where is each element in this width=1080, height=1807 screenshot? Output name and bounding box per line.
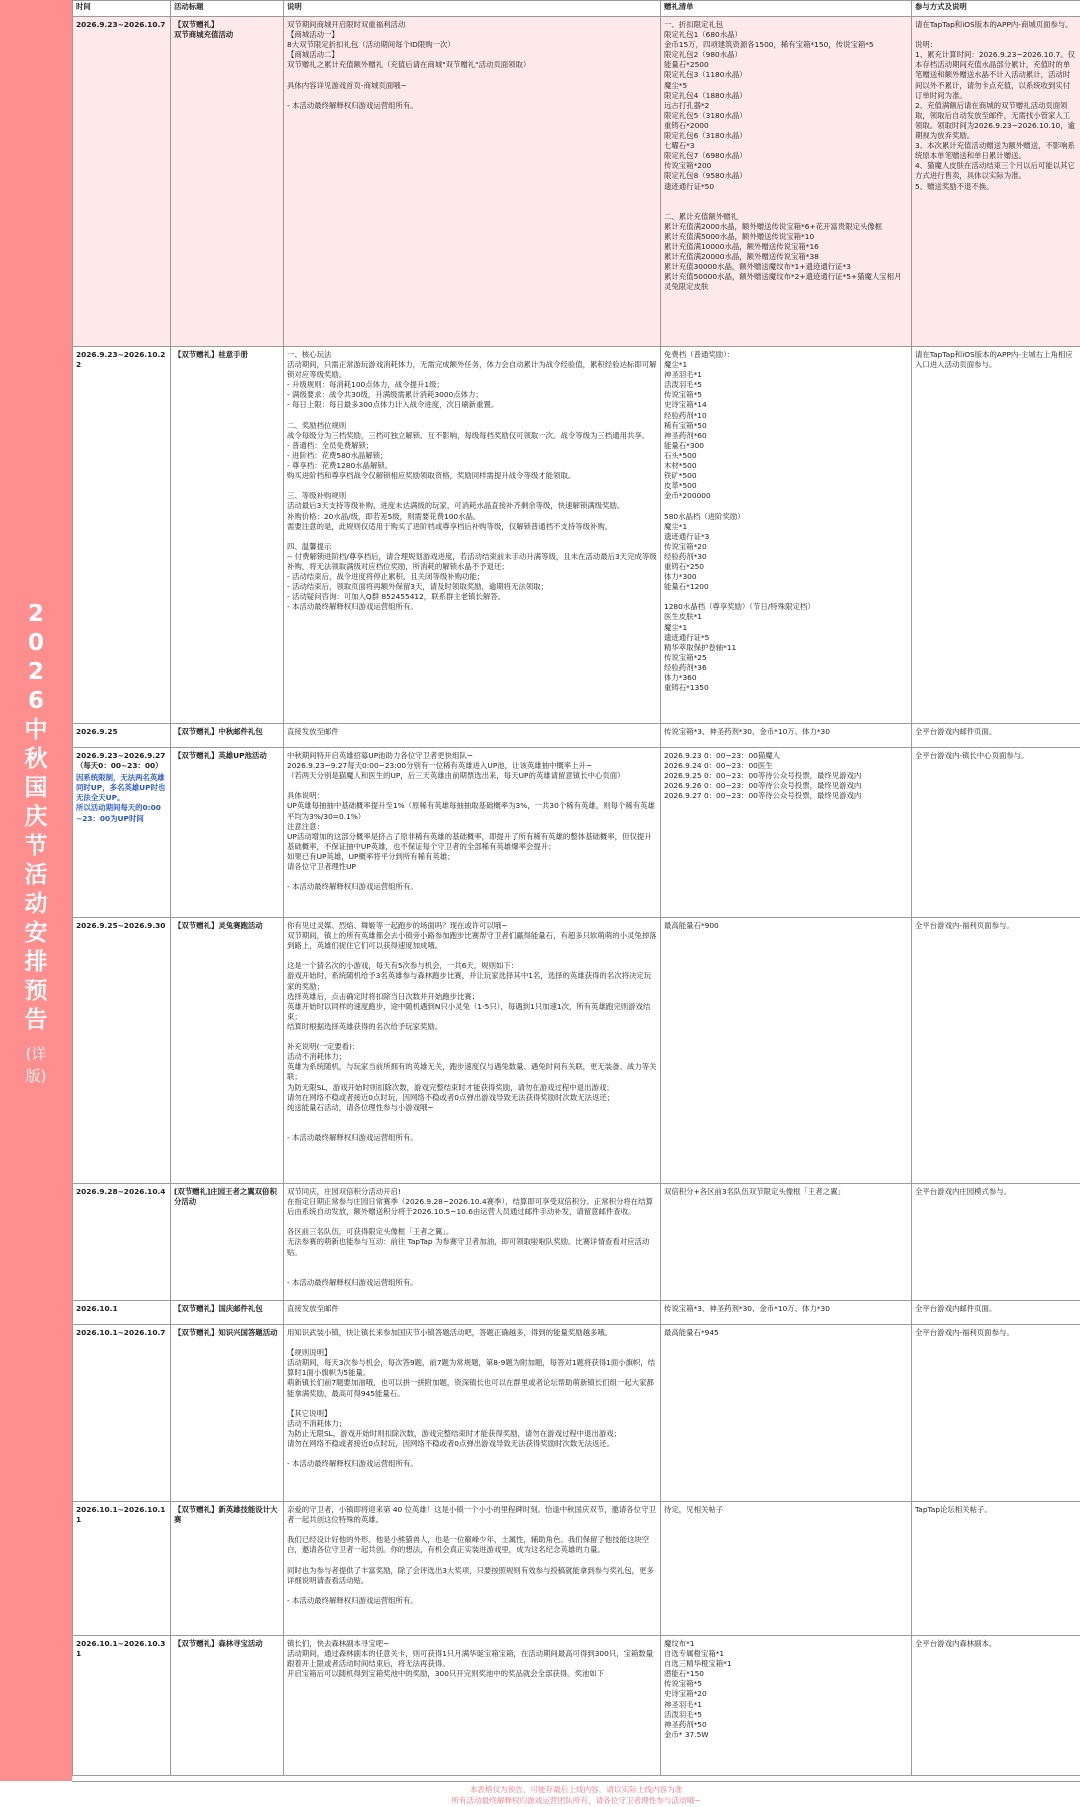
table-row xyxy=(73,918,1080,1184)
table-row xyxy=(73,724,1080,748)
cell-join: 全平台游戏内-福利页面参与。 xyxy=(912,1325,1080,1502)
header-join: 参与方式及说明 xyxy=(912,1,1080,17)
time-text: 2026.10.1~2026.10.31 xyxy=(76,1639,166,1659)
table-row xyxy=(73,1301,1080,1325)
header-desc: 说明 xyxy=(284,1,661,17)
cell-gifts: 一、折扣限定礼包 限定礼包1（680水晶） 金币15万，四项建筑资源各1500，稀有宝箱*150，传说宝箱*5 限定礼包2（980水晶） 能量石*2500 限定礼包3（1180水晶） 魔尘*5 限定礼包4（1880水晶） 远古打孔器*2 限定礼包5（3180水晶） 重铸石*2000 限定礼包6（3180水晶） 七曜石*3 限定礼包7（6980水晶） 传说宝箱*200 限定礼包8（9580水晶） 遗迹通行证*50 二、累计充值额外赠礼 累计充值满2000水晶，额外赠送传说宝箱*6+花开富贵限定头像框 累计充值满5000水晶，额外赠送传说宝箱*10 累计充值满10000水晶，额外赠送传说宝箱*16 累计充值满20000水晶，额外赠送传说宝箱*38 累计充值30000水晶，额外赠送魔纹布*1+遗迹通行证*3 累计充值50000水晶，额外赠送魔纹布*2+遗迹通行证*5+猫魔人宝相月灵兔限定皮肤 xyxy=(661,17,912,347)
time-text: 2026.10.1~2026.10.7 xyxy=(76,1328,166,1337)
cell-join: TapTap论坛相关帖子。 xyxy=(912,1502,1080,1636)
time-text: 2026.9.23~2026.10.22 xyxy=(76,350,166,370)
side-title xyxy=(18,600,54,1087)
cell-gifts: 双倍积分+各区前3名队伍双节限定头像框「王者之翼」 xyxy=(661,1184,912,1301)
cell-gifts: 魔纹布*1 自选专属橙宝箱*1 自选三精华橙宝箱*1 潜能石*150 传说宝箱*5 史诗宝箱*20 神圣羽毛*1 活泼羽毛*5 神圣药剂*50 金币* 37.5W xyxy=(661,1636,912,1776)
cell-time xyxy=(73,1502,171,1636)
cell-desc: 亲爱的守卫者，小镇即将迎来第 40 位英雄！这是小镇一个小小的里程碑时刻。恰逢中秋国庆双节，邀请各位守卫者一起共创这位特殊的英雄。 我们已经设计好他的外形、他是小熊猫兽人，也是一位巅峰少年，土属性，辅助角色。我们保留了他技能这块空白，邀请各位守卫者一起共创。你的想法，有机会真正实装进游戏里，成为这名纪念英雄的力量。 同时也为参与者提供了丰富奖励，除了会评选出3大奖项，只要按照规则有效参与投稿就能拿到参与奖礼包，更多详细说明请查看活动贴。 - 本活动最终解释权归游戏运营组所有。 xyxy=(284,1502,661,1636)
cell-title: 【双节赠礼】新英雄技能设计大赛 xyxy=(171,1502,284,1636)
cell-title: 【双节赠礼】桂意手册 xyxy=(171,347,284,724)
cell-gifts: 最高能量石*945 xyxy=(661,1325,912,1502)
cell-title: 【双节赠礼】森林寻宝活动 xyxy=(171,1636,284,1776)
cell-join: 全平台游戏内邮件页面。 xyxy=(912,1301,1080,1325)
cell-desc: 用知识武装小镇，快让镇长来参加国庆节小镇答题活动吧，答题正确越多，得到的能量奖励越多哦。 【规则说明】 活动期间，每天3次参与机会，每次答9题，前7题为常规题，第8-9题为附加题，每答对1题将获得1面小旗帜，结算时1面小旗帜为5能量。 萌新镇长们前7题要加油哦，也可以拼一拼附加题，资深镇长也可以在群里或者论坛帮助萌新镇长们组一起大家都能拿满奖励，最高可得945能量石。 【其它说明】 活动不消耗体力； 为防止无限SL，游戏开始时则扣除次数，游戏完整结束时才能获得奖励，请勿在游戏过程中退出游戏； 请勿在网络不稳或者接近0点时玩，因网络不稳或者0点弹出游戏导致无法获得奖励时次数无法返还。 - 本活动最终解释权归游戏运营组所有。 xyxy=(284,1325,661,1502)
cell-title: 【双节赠礼】英雄UP池活动 xyxy=(171,748,284,918)
cell-join: 全平台游戏内邮件页面。 xyxy=(912,724,1080,748)
table-row xyxy=(73,1325,1080,1502)
cell-title: 【双节赠礼】灵兔赛跑活动 xyxy=(171,918,284,1184)
cell-desc: 中秋期间特开启英雄招募UP池助力各位守卫者更快组队~ 2026.9.23~9.27每天0:00~23:00分别有一位稀有英雄进入UP池，让该英雄抽中概率上升~ （若两天分别是猫魔人和医生的UP，后三天英雄由前期票选出来，每天UP的英雄请留意镇长中心页面） 具体说明： UP英雄每抽抽中基础概率提升至1%（原稀有英雄每抽抽取基础概率为3%，一共30个稀有英雄，则每个稀有英雄平均为3%/30=0.1%） 注意注意： UP活动增加的这部分概率是挤占了原非稀有英雄的基础概率，即提升了所有稀有英雄的整体基础概率，但仅提升基础概率，不保证抽中UP英雄，也不保证每个守卫者的全部稀有英雄爆率会提升； 如果已有UP英雄，UP概率将平分到所有稀有英雄； 请各位守卫者理性UP - 本活动最终解释权归游戏运营组所有。 xyxy=(284,748,661,918)
cell-desc: 直接发放至邮件 xyxy=(284,724,661,748)
cell-join: 请在TapTap和iOS版本的APP内-主城右上角相应入口进入活动页面参与。 xyxy=(912,347,1080,724)
time-text: 2026.9.25~2026.9.30 xyxy=(76,921,166,930)
cell-time xyxy=(73,1325,171,1502)
table-row xyxy=(73,1636,1080,1776)
cell-time xyxy=(73,1184,171,1301)
up-note: 因系统限制，无法两名英雄同时UP，多名英雄UP时也无法全天UP。 所以活动期间每天的0:00~23：00为UP时间 xyxy=(76,773,166,823)
cell-gifts: 免费档（普通奖励）： 魔尘*1 神圣羽毛*1 活泼羽毛*5 传说宝箱*5 史诗宝箱*14 经验药剂*10 稀有宝箱*50 神圣药剂*60 能量石*300 石头*500 木材*500 铁矿*500 皮革*500 金币*200000 580水晶档（进阶奖励） 魔尘*1 遗迹通行证*3 传说宝箱*20 经验药剂*30 重铸石*250 体力*300 能量石*1200 1280水晶档（尊享奖励）（节日/特殊限定档） 医生皮肤*1 魔尘*1 遗迹通行证*5 精华萃取保护卷轴*11 传说宝箱*25 经验药剂*36 体力*360 重铸石*1350 xyxy=(661,347,912,724)
cell-desc: 双节期间商城开启限时双重福利活动 【商城活动一】 8大双节限定折扣礼包（活动期间每个ID限购一次） 【商城活动二】 双节赠礼之累计充值额外赠礼（充值后请在商城"双节赠礼"活动页面领取） 具体内容详见游戏首页-商城页面哦~ - 本活动最终解释权归游戏运营组所有。 xyxy=(284,17,661,347)
table-header-row xyxy=(73,1,1080,17)
cell-time xyxy=(73,1301,171,1325)
cell-title: 【双节赠礼】知识兴国答题活动 xyxy=(171,1325,284,1502)
cell-desc: 直接发放至邮件 xyxy=(284,1301,661,1325)
cell-desc: 双节同庆，庄园双倍积分活动开启! 在指定日期正常参与庄园日常赛季（2026.9.28~2026.10.4赛季），结算即可享受双倍积分。正常积分将在结算后由系统自动发放，额外赠送积分将于2026.10.5~10.6由运营人员通过邮件手动补发，请留意邮件查收。 各区前三名队伍，可获得限定头像框「王者之翼」。 无法参赛的萌新也能参与互动：前往 TapTap 为参赛守卫者加油，即可领取啦啦队奖励。比赛详情查看对应活动贴。 - 本活动最终解释权归游戏运营组所有。 xyxy=(284,1184,661,1301)
side-banner xyxy=(0,0,72,1781)
cell-title: 【双节赠礼】中秋邮件礼包 xyxy=(171,724,284,748)
cell-join: 全平台游戏内-镇长中心页面参与。 xyxy=(912,748,1080,918)
table-row xyxy=(73,347,1080,724)
time-text: 2026.9.25 xyxy=(76,727,118,736)
cell-desc: 你有见过灵媒、烈焰、舞姬等一起跑步的场面吗？现在或许可以哦~ 双节期间，镇上的所有英雄都会去小镇旁小路参加跑步比赛帮守卫者们赢得能量石，有超多只软萌萌的小灵兔掉落到路上，英雄们捉住它们可以获得速度加成哦。 这是一个猜名次的小游戏，每天有5次参与机会，一共6天，规则如下： 游戏开始时，系统随机给予3名英雄参与森林跑步比赛，并让玩家选择其中1名，选择的英雄获得的名次将决定玩家的奖励； 选择英雄后，点击确定时将扣除当日次数并开始跑步比赛； 英雄开始时以同样的速度跑步，途中随机遇到N只小灵兔（1-5只），每遇到1只加速1次，所有英雄跑完则游戏结束； 结算时根据选择英雄获得的名次给予玩家奖励。 补充说明(一定要看)： 活动不消耗体力； 英雄为系统随机，与玩家当前所拥有的英雄无关，跑步速度仅与遇兔数量、遇兔时间有关联，更无装备、战力等关联； 为防无限SL，游戏开始时则扣除次数，游戏完整结束时才能获得奖励，请勿在游戏过程中退出游戏； 请勿在网络不稳或者接近0点时玩，因网络不稳或者0点弹出游戏导致无法获得奖励时次数无法返还； 纯送能量石活动，请各位理性参与小游戏哦~ - 本活动最终解释权归游戏运营组所有。 xyxy=(284,918,661,1184)
cell-join: 请在TapTap和iOS版本的APP内-商城页面参与。 说明： 1、累充计算时间：2026.9.23~2026.10.7。仅本存档活动期间充值水晶部分累计，充值时的单笔赠送和额外赠送水晶不计入活动累计，活动时间以外不累计，请勿卡点充值，以系统收到实付订单时间为准。 2、充值满额后请在商城的双节赠礼活动页面领取，领取后自动发放至邮件，无需找小管家人工领取。领取时间为2026.9.23~2026.10.10，逾期视为放弃奖励。 3、本次累计充值活动赠送为额外赠送，不影响系统原本单笔赠送和单日累计赠送。 4、猫魔人皮肤在活动结束三个月以后可能以其它方式进行售卖，具体以实际为准。 5、赠送奖励不退不换。 xyxy=(912,17,1080,347)
cell-title: [双节赠礼]庄园王者之翼双倍积分活动 xyxy=(171,1184,284,1301)
cell-gifts: 传说宝箱*3、神圣药剂*30、金币*10万、体力*30 xyxy=(661,724,912,748)
header-title: 活动标题 xyxy=(171,1,284,17)
cell-join: 全平台游戏内-福利页面参与。 xyxy=(912,918,1080,1184)
cell-desc: 镇长们，快去森林副本寻宝吧~ 活动期间，通过森林副本的任意关卡，则可获得1只月满华诞宝箱宝箱，在活动期间最高可得到300只，宝箱数量跟着开上限或者活动时间结束后，将无法再获得。 开启宝箱后可以随机得到宝箱奖池中的奖励，300只开完则奖池中的奖品就会全部获得。奖池如下 xyxy=(284,1636,661,1776)
cell-gifts: 传说宝箱*3、神圣药剂*30、金币*10万、体力*30 xyxy=(661,1301,912,1325)
header-time: 时间 xyxy=(73,1,171,17)
activity-table xyxy=(72,0,1080,1776)
cell-join: 全平台游戏内森林副本。 xyxy=(912,1636,1080,1776)
table-row xyxy=(73,17,1080,347)
time-text: 2026.10.1~2026.10.11 xyxy=(76,1505,166,1525)
time-text: 2026.9.23~2026.10.7 xyxy=(76,20,166,29)
cell-gifts: 待定，见相关帖子 xyxy=(661,1502,912,1636)
time-text: 2026.9.23~2026.9.27 （每天0：00~23：00） xyxy=(76,751,166,771)
time-text: 2026.10.1 xyxy=(76,1304,118,1313)
cell-join: 全平台游戏内庄园模式参与。 xyxy=(912,1184,1080,1301)
cell-time xyxy=(73,347,171,724)
cell-time xyxy=(73,748,171,918)
table-row xyxy=(73,1502,1080,1636)
cell-time xyxy=(73,724,171,748)
cell-gifts: 最高能量石*900 xyxy=(661,918,912,1184)
table-row xyxy=(73,1184,1080,1301)
side-subtitle: (详版) xyxy=(25,1045,47,1085)
footer-note: 本表格仅为预告，可能存最后上线内容，请以实际上线内容为准 所有活动最终解释权归游戏运营团队所有，请各位守卫者理性参与活动哦~ xyxy=(72,1781,1080,1807)
cell-desc: 一、核心玩法 活动期间，只需正常游玩游戏消耗体力，无需完成额外任务，体力会自动累计为战令经验值，累积经验达标即可解锁对应等级奖励。 - 升级规则：每消耗100点体力，战令提升1级； - 满级要求：战令共30级，升满级需累计消耗3000点体力； - 每日上限：每日最多300点体力计入战令进度，次日刷新重置。 二、奖励档位规则 战令每级分为三档奖励，三档可独立解锁、互不影响，每级每档奖励仅可领取一次。战令等级为三档通用共享。 - 普通档：全员免费解锁； - 进阶档：花费580水晶解锁； - 尊享档：花费1280水晶解锁。 购买进阶档和尊享档战令仅解锁相应奖励领取资格，奖励同样需提升战令等级才能领取。 三、等级补购规则 活动最后3天支持等级补购，进度未达满级的玩家，可消耗水晶直接补齐剩余等级，快速解锁满级奖励。 补购价格：20水晶/级，即若差5级，则需要花费100水晶。 需要注意的是，此规则仅适用于购买了进阶档或尊享档后补购等级，仅解锁普通档不支持等级补购。 四、温馨提示 -- 付费解锁进阶档/尊享档后，请合理规划游戏进度，若活动结束前未手动升满等级，且未在活动最后3天完成等级补购，将无法领取满级对应档位奖励，所消耗的解锁水晶不予退还； - 活动结束后，战令进度将停止累积，且关闭等级补购功能； - 活动结束后，领取页面将再额外保留3天，请及时领取奖励，逾期将无法领取； - 活动疑问咨询：可加入Q群 852455412，联系群主老镇长解答。 - 本活动最终解释权归游戏运营组所有。 xyxy=(284,347,661,724)
time-text: 2026.9.28~2026.10.4 xyxy=(76,1187,166,1196)
cell-gifts: 2026.9.23 0：00~23：00猫魔人 2026.9.24 0：00~23：00医生 2026.9.25 0：00~23：00等待公众号投票，最终见游戏内 2026.9.26 0：00~23：00等待公众号投票，最终见游戏内 2026.9.27 0：00~23：00等待公众号投票，最终见游戏内 xyxy=(661,748,912,918)
cell-time xyxy=(73,918,171,1184)
cell-time xyxy=(73,17,171,347)
cell-time xyxy=(73,1636,171,1776)
cell-title: 【双节赠礼】国庆邮件礼包 xyxy=(171,1301,284,1325)
side-title-text: 2 0 2 6 中 秋 国 庆 节 活 动 安 排 预 告 xyxy=(24,601,48,1033)
cell-title: 【双节赠礼】 双节商城充值活动 xyxy=(171,17,284,347)
table-row xyxy=(73,748,1080,918)
header-gifts: 赠礼清单 xyxy=(661,1,912,17)
